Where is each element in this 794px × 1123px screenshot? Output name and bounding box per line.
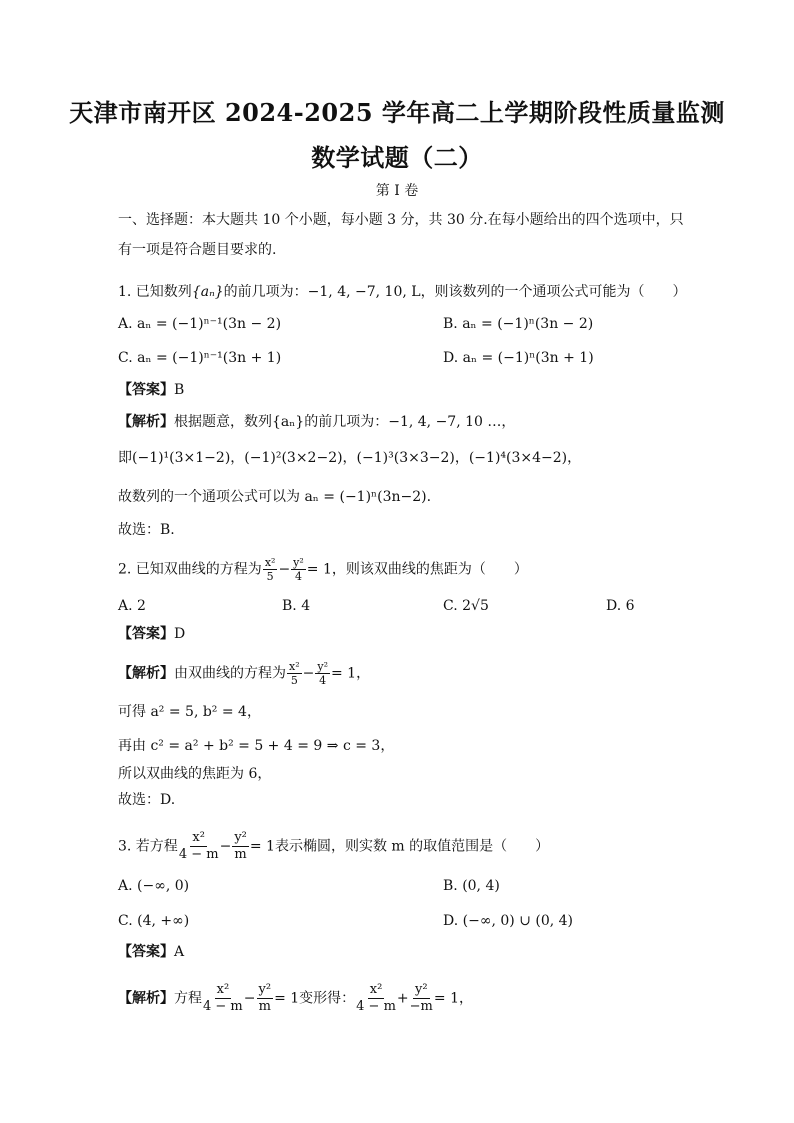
q3-analysis-num2: y² <box>258 982 272 997</box>
section-instruction-line2: 有一项是符合题目要求的. <box>118 242 277 258</box>
q3-fraction-y <box>232 830 249 863</box>
q3-answer-label: 【答案】 <box>118 944 174 960</box>
q2-analysis-den2: 4 <box>319 674 327 687</box>
q3-analysis-fraction-2 <box>257 982 274 1015</box>
section-instruction-line1: 一、选择题：本大题共 10 个小题，每小题 3 分，共 30 分.在每小题给出的四个选项中，只 <box>118 212 684 228</box>
q3-analysis-den2: m <box>258 999 271 1014</box>
q1-analysis-label: 【解析】 <box>118 414 174 430</box>
q3-answer-value: A <box>174 944 185 960</box>
q2-analysis-num2: y² <box>317 660 328 673</box>
q2-choose: 故选：D. <box>118 792 176 808</box>
q3-analysis-den4: −m <box>409 999 433 1014</box>
q3-analysis-label: 【解析】 <box>118 990 174 1007</box>
q2-option-a: A. 2 <box>118 598 146 614</box>
q2-answer-label: 【答案】 <box>118 626 174 642</box>
question-1-stem <box>118 282 687 302</box>
q3-analysis-fraction-4 <box>410 982 433 1015</box>
q3-option-c: C. (4, +∞) <box>118 913 190 929</box>
q3-fraction-x <box>179 830 219 863</box>
q3-analysis-plus: + <box>396 990 409 1007</box>
q3-analysis-fraction-3 <box>356 982 396 1015</box>
q3-analysis-c: = 1， <box>433 990 473 1007</box>
q1-seq: {aₙ} <box>191 284 224 300</box>
q2-den1: 5 <box>266 570 274 583</box>
q2-stem-b: ，则该双曲线的焦距为（ ） <box>331 561 528 578</box>
q1-terms: −1, 4, −7, 10, L <box>307 284 421 300</box>
q1-stem-a: 1. 已知数列 <box>118 284 192 300</box>
q2-den2: 4 <box>294 570 302 583</box>
q2-answer-value: D <box>174 626 186 642</box>
volume-label: 第 I 卷 <box>375 183 419 199</box>
q2-eq: = 1 <box>306 561 332 578</box>
q1-option-d: D. aₙ = (−1)ⁿ(3n + 1) <box>443 350 594 366</box>
q1-analysis-2: 即(−1)¹(3×1−2)，(−1)²(3×2−2)，(−1)³(3×3−2)，(−1)⁴(3×4−2)， <box>118 450 582 466</box>
q2-option-d: D. 6 <box>606 598 635 614</box>
document-title-line2: 数学试题（二） <box>311 143 483 172</box>
question-3-stem <box>118 830 549 863</box>
q1-analysis-1 <box>118 412 515 432</box>
q2-option-c: C. 2√5 <box>443 598 489 614</box>
q1-option-c: C. aₙ = (−1)ⁿ⁻¹(3n + 1) <box>118 350 282 366</box>
q3-analysis-num4: y² <box>414 982 428 997</box>
q3-analysis-num1: x² <box>216 982 230 997</box>
q2-analysis-1 <box>118 660 370 687</box>
q3-stem-b: 表示椭圆，则实数 m 的取值范围是（ ） <box>274 838 550 855</box>
q2-analysis-1b: ， <box>356 665 371 682</box>
q3-den2: m <box>234 847 247 862</box>
q2-num2: y² <box>293 556 304 569</box>
q3-minus: − <box>219 838 232 855</box>
q3-option-d: D. (−∞, 0) ∪ (0, 4) <box>443 913 574 929</box>
q3-option-b: B. (0, 4) <box>443 878 500 894</box>
q3-analysis-a: 方程 <box>174 990 202 1007</box>
q1-stem-b: 的前几项为： <box>223 284 308 300</box>
q2-analysis-1a: 由双曲线的方程为 <box>174 665 286 682</box>
q2-analysis-label: 【解析】 <box>118 665 174 682</box>
q2-option-b: B. 4 <box>282 598 311 614</box>
q2-analysis-num1: x² <box>289 660 300 673</box>
q3-analysis-minus: − <box>243 990 256 1007</box>
q1-answer-value: B <box>174 382 185 398</box>
q2-analysis-2: 可得 a² = 5, b² = 4， <box>118 704 261 720</box>
q1-option-b: B. aₙ = (−1)ⁿ(3n − 2) <box>443 316 594 332</box>
q2-analysis-fraction-y <box>315 660 330 687</box>
q3-analysis-num3: x² <box>369 982 383 997</box>
q2-analysis-den1: 5 <box>290 674 298 687</box>
q2-analysis-eq: = 1 <box>330 665 357 682</box>
q3-analysis-den3: 4 − m <box>356 999 396 1014</box>
q2-minus: − <box>278 561 291 578</box>
q1-analysis-3: 故数列的一个通项公式可以为 aₙ = (−1)ⁿ(3n−2). <box>118 489 432 505</box>
q3-stem-a: 3. 若方程 <box>118 838 178 855</box>
q2-num1: x² <box>264 556 276 569</box>
q3-analysis-eq: = 1 <box>274 990 300 1007</box>
q2-answer <box>118 624 185 644</box>
question-2-stem <box>118 556 528 583</box>
q1-stem-c: ，则该数列的一个通项公式可能为（ ） <box>420 284 687 300</box>
q3-answer <box>118 942 184 962</box>
q3-num1: x² <box>192 830 205 845</box>
q1-choose: 故选：B. <box>118 522 175 538</box>
q2-analysis-4: 所以双曲线的焦距为 6， <box>118 766 272 782</box>
q3-analysis-b: 变形得： <box>299 990 356 1007</box>
q1-option-a: A. aₙ = (−1)ⁿ⁻¹(3n − 2) <box>118 316 282 332</box>
q2-analysis-minus: − <box>302 665 315 682</box>
q3-eq: = 1 <box>249 838 275 855</box>
q1-answer <box>118 380 184 400</box>
q2-fraction-y <box>291 556 306 583</box>
q2-stem-a: 2. 已知双曲线的方程为 <box>118 561 262 578</box>
document-title-line1: 天津市南开区 2024-2025 学年高二上学期阶段性质量监测 <box>69 98 725 127</box>
q3-analysis-fraction-1 <box>203 982 243 1015</box>
q3-analysis-den1: 4 − m <box>203 999 243 1014</box>
q2-analysis-fraction-x <box>287 660 302 687</box>
q1-analysis-1-text: 根据题意，数列{aₙ}的前几项为：−1, 4, −7, 10 …， <box>174 414 516 430</box>
q3-num2: y² <box>234 830 247 845</box>
q2-fraction-x <box>263 556 278 583</box>
q3-den1: 4 − m <box>178 847 219 862</box>
q3-option-a: A. (−∞, 0) <box>118 878 190 894</box>
q2-analysis-3: 再由 c² = a² + b² = 5 + 4 = 9 ⇒ c = 3， <box>118 738 395 754</box>
q1-answer-label: 【答案】 <box>118 382 174 398</box>
q3-analysis <box>118 982 473 1015</box>
